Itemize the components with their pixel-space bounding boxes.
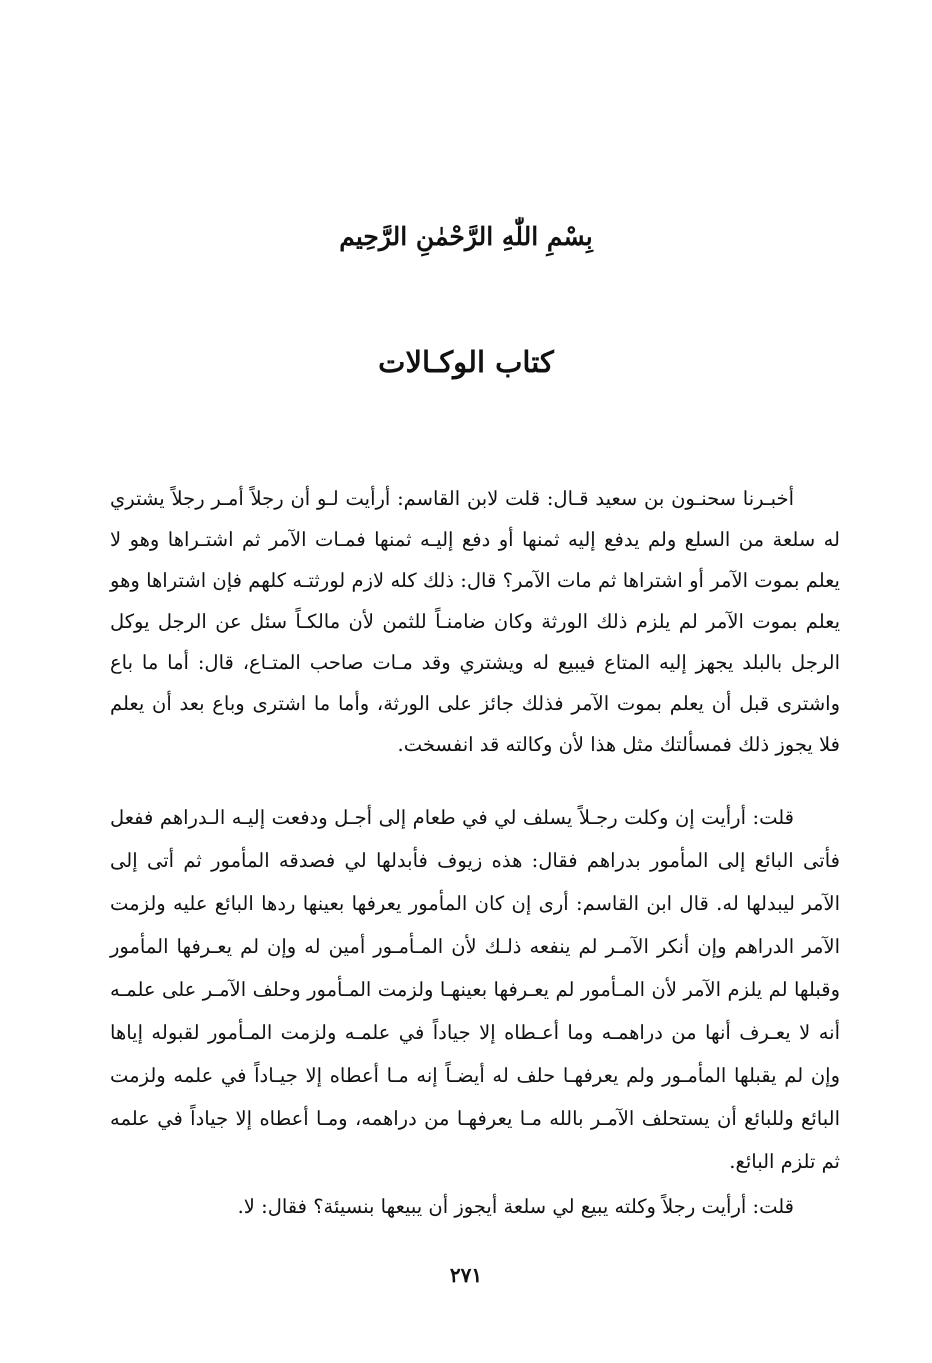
paragraph-text: قلت: أرأيت إن وكلت رجـلاً يسلف لي في طعام إلى أجـل ودفعت إليـه الـدراهم ففعل فأتى البائع إلى المأمور بدراهم فقال: هذه زيوف فأبدلها لي فصدقه المأمور ثم أتى إلى الآمر ليبدلها له. قال ابن القاسم: أرى إن كان المأمور يعرفها بعينها ردها البائع عليه ولزمت الآمر الدراهم وإن أنكر الآمـر لم ينفعه ذلـك لأن المـأمـور أمين له وإن لم يعـرفها المأمور وقبلها لم يلزم الآمر لأن المـأمور لم يعـرفها بعينهـا ولزمت المـأمور وحلف الآمـر على علمـه أنه لا يعـرف أنها من دراهمـه وما أعـطاه إلا جياداً في علمـه ولزمت المـأمور لقبوله إياها وإن لم يقبلها المأمـور ولم يعرفهـا حلف له أيضـاً إنه مـا أعطاه إلا جيـاداً في علمه ولزمت البائع وللبائع أن يستحلف الآمـر بالله مـا يعرفهـا من دراهمه، ومـا أعطاه إلا جياداً في علمه ثم تلزم البائع. (110, 806, 840, 1173)
basmala-heading: بِسْمِ اللّٰهِ الرَّحْمٰنِ الرَّحِيم (339, 222, 593, 251)
page-number: ٢٧١ (449, 1263, 483, 1287)
paragraph-text: قلت: أرأيت رجلاً وكلته يبيع لي سلعة أيجوز أن يبيعها بنسيئة؟ فقال: لا. (237, 1195, 794, 1218)
paragraph-1 (110, 478, 840, 765)
paragraph-text: أخبـرنا سحنـون بن سعيد قـال: قلت لابن القاسم: أرأيت لـو أن رجلاً أمـر رجلاً يشتري له سلعة من السلع ولم يدفع إليه ثمنها أو دفع إليـه ثمنها فمـات الآمر ثم اشتـراها وهو لا يعلم بموت الآمر أو اشتراها ثم مات الآمر؟ قال: ذلك كله لازم لورثتـه كلهم فإن اشتراها وهو يعلم بموت الآمر لم يلزم ذلك الورثة وكان ضامنـاً للثمن لأن مالكـاً سئل عن الرجل يوكل الرجل بالبلد يجهز إليه المتاع فيبيع له ويشتري وقد مـات صاحب المتـاع، قال: أما ما باع واشترى قبل أن يعلم بموت الآمر فذلك جائز على الورثة، وأما ما اشترى وباع بعد أن يعلم فلا يجوز ذلك فمسألتك مثل هذا لأن وكالته قد انفسخت. (110, 487, 840, 756)
paragraph-3 (110, 1186, 840, 1227)
paragraph-2 (110, 796, 840, 1183)
chapter-title: كتاب الوكـالات (378, 345, 554, 379)
